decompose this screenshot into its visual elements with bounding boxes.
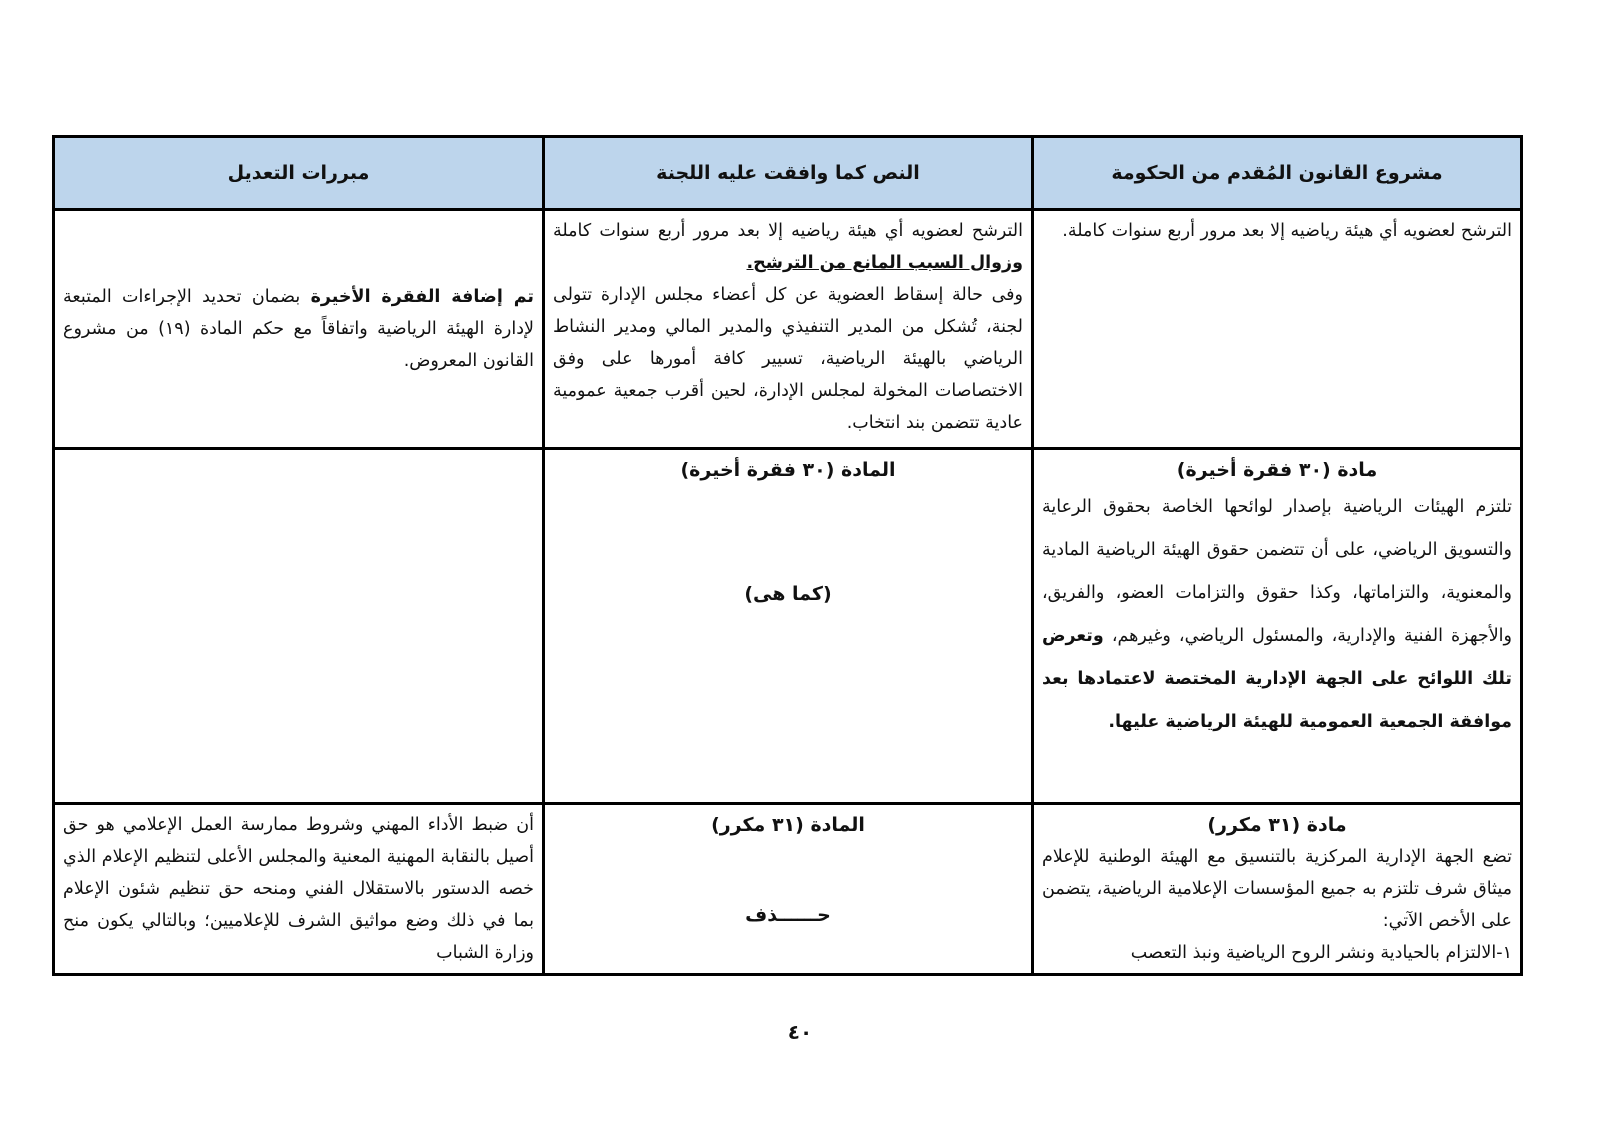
table-row: [54, 210, 1522, 449]
cell-government-draft: [1033, 449, 1522, 804]
government-draft-item: ١-الالتزام بالحيادية ونشر الروح الرياضية ونبذ التعصب: [1130, 943, 1512, 963]
page-number: ٤٠: [787, 1020, 813, 1044]
header-justifications: مبررات التعديل: [54, 137, 544, 210]
cell-government-draft: [1033, 210, 1522, 449]
committee-status: حــــــذف: [745, 904, 831, 926]
table-header-row: [54, 137, 1522, 210]
table-row: [54, 449, 1522, 804]
article-title: المادة (٣١ مكرر): [711, 814, 865, 836]
government-draft-text: تلتزم الهيئات الرياضية بإصدار لوائحها الخاصة بحقوق الرعاية والتسويق الرياضي، على أن تتضمن حقوق الهيئة الرياضية المادية والمعنوية، والتزاماتها، وكذا حقوق والتزامات العضو، والفريق، والأجهزة الفنية والإدارية، والمسئول الرياضي، وغيرهم،: [1042, 497, 1512, 646]
header-government-draft: مشروع القانون المُقدم من الحكومة: [1033, 137, 1522, 210]
government-draft-text: الترشح لعضويه أي هيئة رياضيه إلا بعد مرور أربع سنوات كاملة.: [1062, 221, 1512, 241]
justification-text: بضمان تحديد الإجراءات المتبعة لإدارة الهيئة الرياضية واتفاقاً مع حكم المادة (١٩) من مشروع القانون المعروض.: [63, 287, 534, 371]
table-row: [54, 804, 1522, 975]
committee-text-before: الترشح لعضويه أي هيئة رياضيه إلا بعد مرور أربع سنوات كاملة: [553, 221, 1023, 241]
government-draft-text: تضع الجهة الإدارية المركزية بالتنسيق مع الهيئة الوطنية للإعلام ميثاق شرف تلتزم به جميع المؤسسات الإعلامية الرياضية، يتضمن على الأخص الآتي:: [1042, 847, 1512, 931]
committee-status: (كما هى): [744, 583, 832, 605]
amendments-table: [52, 135, 1523, 976]
article-title: مادة (٣١ مكرر): [1207, 814, 1347, 836]
cell-committee-text: [544, 804, 1033, 975]
cell-committee-text: [544, 210, 1033, 449]
cell-justifications: [54, 804, 544, 975]
justification-text: أن ضبط الأداء المهني وشروط ممارسة العمل الإعلامي هو حق أصيل بالنقابة المهنية المعنية والمجلس الأعلى لتنظيم الإعلام الذي خصه الدستور بالاستقلال الفني ومنحه حق تنظيم شئون الإعلام بما في ذلك وضع مواثيق الشرف للإعلاميين؛ وبالتالي يكون منح وزارة الشباب: [63, 815, 534, 963]
cell-committee-text: [544, 449, 1033, 804]
article-title: المادة (٣٠ فقرة أخيرة): [680, 459, 896, 481]
committee-text-after: وفى حالة إسقاط العضوية عن كل أعضاء مجلس الإدارة تتولى لجنة، تُشكل من المدير التنفيذي والمدير المالي ومدير النشاط الرياضي بالهيئة الرياضية، تسيير كافة أمورها على وفق الاختصاصات المخولة لمجلس الإدارة، لحين أقرب جمعية عمومية عادية تتضمن بند انتخاب.: [553, 285, 1023, 433]
justification-bold: تم إضافة الفقرة الأخيرة: [310, 287, 534, 307]
cell-justifications: [54, 210, 544, 449]
committee-text-underlined: وزوال السبب المانع من الترشح.: [746, 253, 1023, 273]
cell-government-draft: [1033, 804, 1522, 975]
article-title: مادة (٣٠ فقرة أخيرة): [1176, 459, 1378, 481]
header-committee-text: النص كما وافقت عليه اللجنة: [544, 137, 1033, 210]
cell-justifications: [54, 449, 544, 804]
government-draft-bold: وتعرض تلك اللوائح على الجهة الإدارية المختصة لاعتمادها بعد موافقة الجمعية العمومية للهيئة الرياضية عليها.: [1042, 626, 1512, 732]
